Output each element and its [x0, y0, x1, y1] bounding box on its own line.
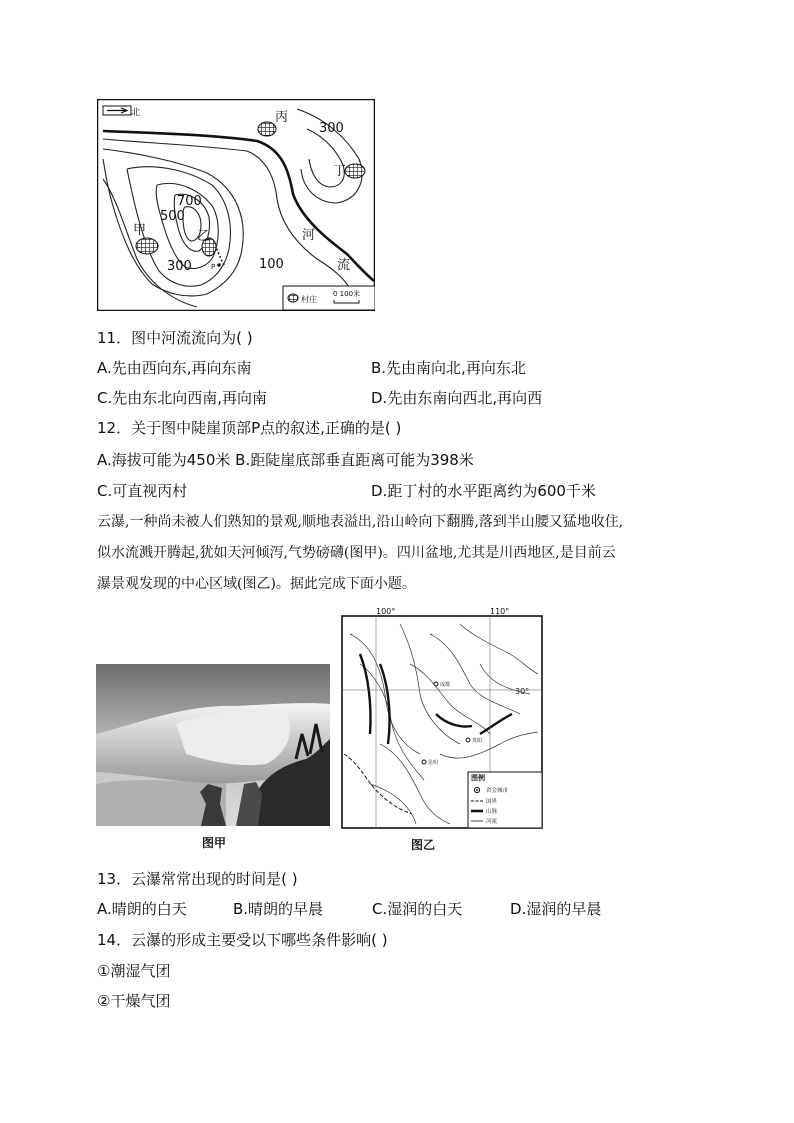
city-guiyang-marker — [466, 738, 470, 742]
label-liu: 流 — [337, 258, 351, 273]
q11-option-a[interactable]: A.先由西向东,再向东南 — [97, 359, 252, 377]
city-kunming-marker — [422, 760, 426, 764]
topo-map-svg — [97, 99, 375, 311]
q14-stem: 14．云瀑的形成主要受以下哪些条件影响( ) — [97, 931, 388, 949]
city-chengdu-label: 成都 — [440, 682, 451, 688]
lat-30-label: 30° — [515, 687, 530, 696]
q12-stem: 12．关于图中陡崖顶部P点的叙述,正确的是( ) — [97, 419, 402, 437]
legend-capital-label: 省会城市 — [486, 788, 509, 794]
legend-border-label: 国界 — [486, 799, 498, 805]
passage-line-2: 似水流溅开腾起,犹如天河倾泻,气势磅礴(图甲)。四川盆地,尤其是川西地区,是目前云 — [97, 545, 616, 561]
topo-map — [97, 99, 375, 311]
city-kunming-label: 昆明 — [428, 760, 439, 766]
q12-option-d[interactable]: D.距丁村的水平距离约为600千米 — [371, 482, 596, 500]
map-caption: 图乙 — [411, 838, 436, 852]
photo-caption: 图甲 — [202, 836, 227, 850]
q11-option-b[interactable]: B.先由南向北,再向东北 — [371, 359, 526, 377]
label-jia: 甲 — [133, 223, 147, 238]
legend-river-label: 河流 — [486, 819, 498, 825]
q11-option-c[interactable]: C.先由东北向西南,再向南 — [97, 389, 268, 407]
north-arrow-icon — [103, 106, 131, 115]
city-chengdu-marker — [434, 682, 438, 686]
q11-option-d[interactable]: D.先由东南向西北,再向西 — [371, 389, 543, 407]
cloud-waterfall-photo — [96, 664, 330, 826]
label-700: 700 — [177, 194, 202, 209]
village-bing — [258, 122, 276, 136]
legend-village-label: 村庄 — [301, 295, 317, 304]
q14-item-1[interactable]: ①潮湿气团 — [97, 962, 171, 980]
passage-line-3: 瀑景观发现的中心区域(图乙)。据此完成下面小题。 — [97, 576, 416, 592]
passage-line-1: 云瀑,一种尚未被人们熟知的景观,顺地表溢出,沿山岭向下翻腾,落到半山腰又猛地收住, — [97, 514, 624, 530]
label-he: 河 — [302, 228, 316, 243]
q13-option-b[interactable]: B.晴朗的早晨 — [233, 900, 324, 918]
q14-item-2[interactable]: ②干燥气团 — [97, 992, 171, 1010]
legend-scale-label: 0 100米 — [333, 290, 361, 298]
q13-stem: 13．云瀑常常出现的时间是( ) — [97, 870, 298, 888]
legend-mountain-label: 山脉 — [486, 809, 498, 815]
north-label: 北 — [131, 108, 141, 118]
legend-village-icon — [288, 294, 298, 302]
cloud-waterfall-photo-svg — [96, 664, 330, 826]
region-map-svg — [340, 604, 546, 830]
city-guiyang-label: 贵阳 — [472, 738, 483, 744]
label-yi: 乙 — [197, 229, 211, 244]
label-bing: 丙 — [275, 110, 289, 125]
q12-option-ab[interactable]: A.海拔可能为450米 B.距陡崖底部垂直距离可能为398米 — [97, 451, 474, 469]
lon-100-label: 100° — [376, 607, 396, 616]
q13-option-c[interactable]: C.湿润的白天 — [372, 900, 463, 918]
label-300-bottom: 300 — [167, 259, 192, 274]
q11-stem: 11．图中河流流向为( ) — [97, 329, 253, 347]
village-jia — [136, 238, 158, 254]
label-500: 500 — [160, 209, 185, 224]
q13-option-d[interactable]: D.湿润的早晨 — [510, 900, 602, 918]
point-p-marker — [217, 263, 221, 267]
label-300-top: 300 — [319, 121, 344, 136]
region-map — [340, 604, 546, 830]
q12-option-c[interactable]: C.可直视丙村 — [97, 482, 188, 500]
label-ding: 丁 — [333, 164, 347, 179]
label-100: 100 — [259, 257, 284, 272]
q13-option-a[interactable]: A.晴朗的白天 — [97, 900, 187, 918]
village-ding — [345, 164, 365, 178]
legend-title: 图例 — [471, 774, 485, 782]
label-p: P — [211, 263, 216, 271]
lon-110-label: 110° — [490, 607, 510, 616]
